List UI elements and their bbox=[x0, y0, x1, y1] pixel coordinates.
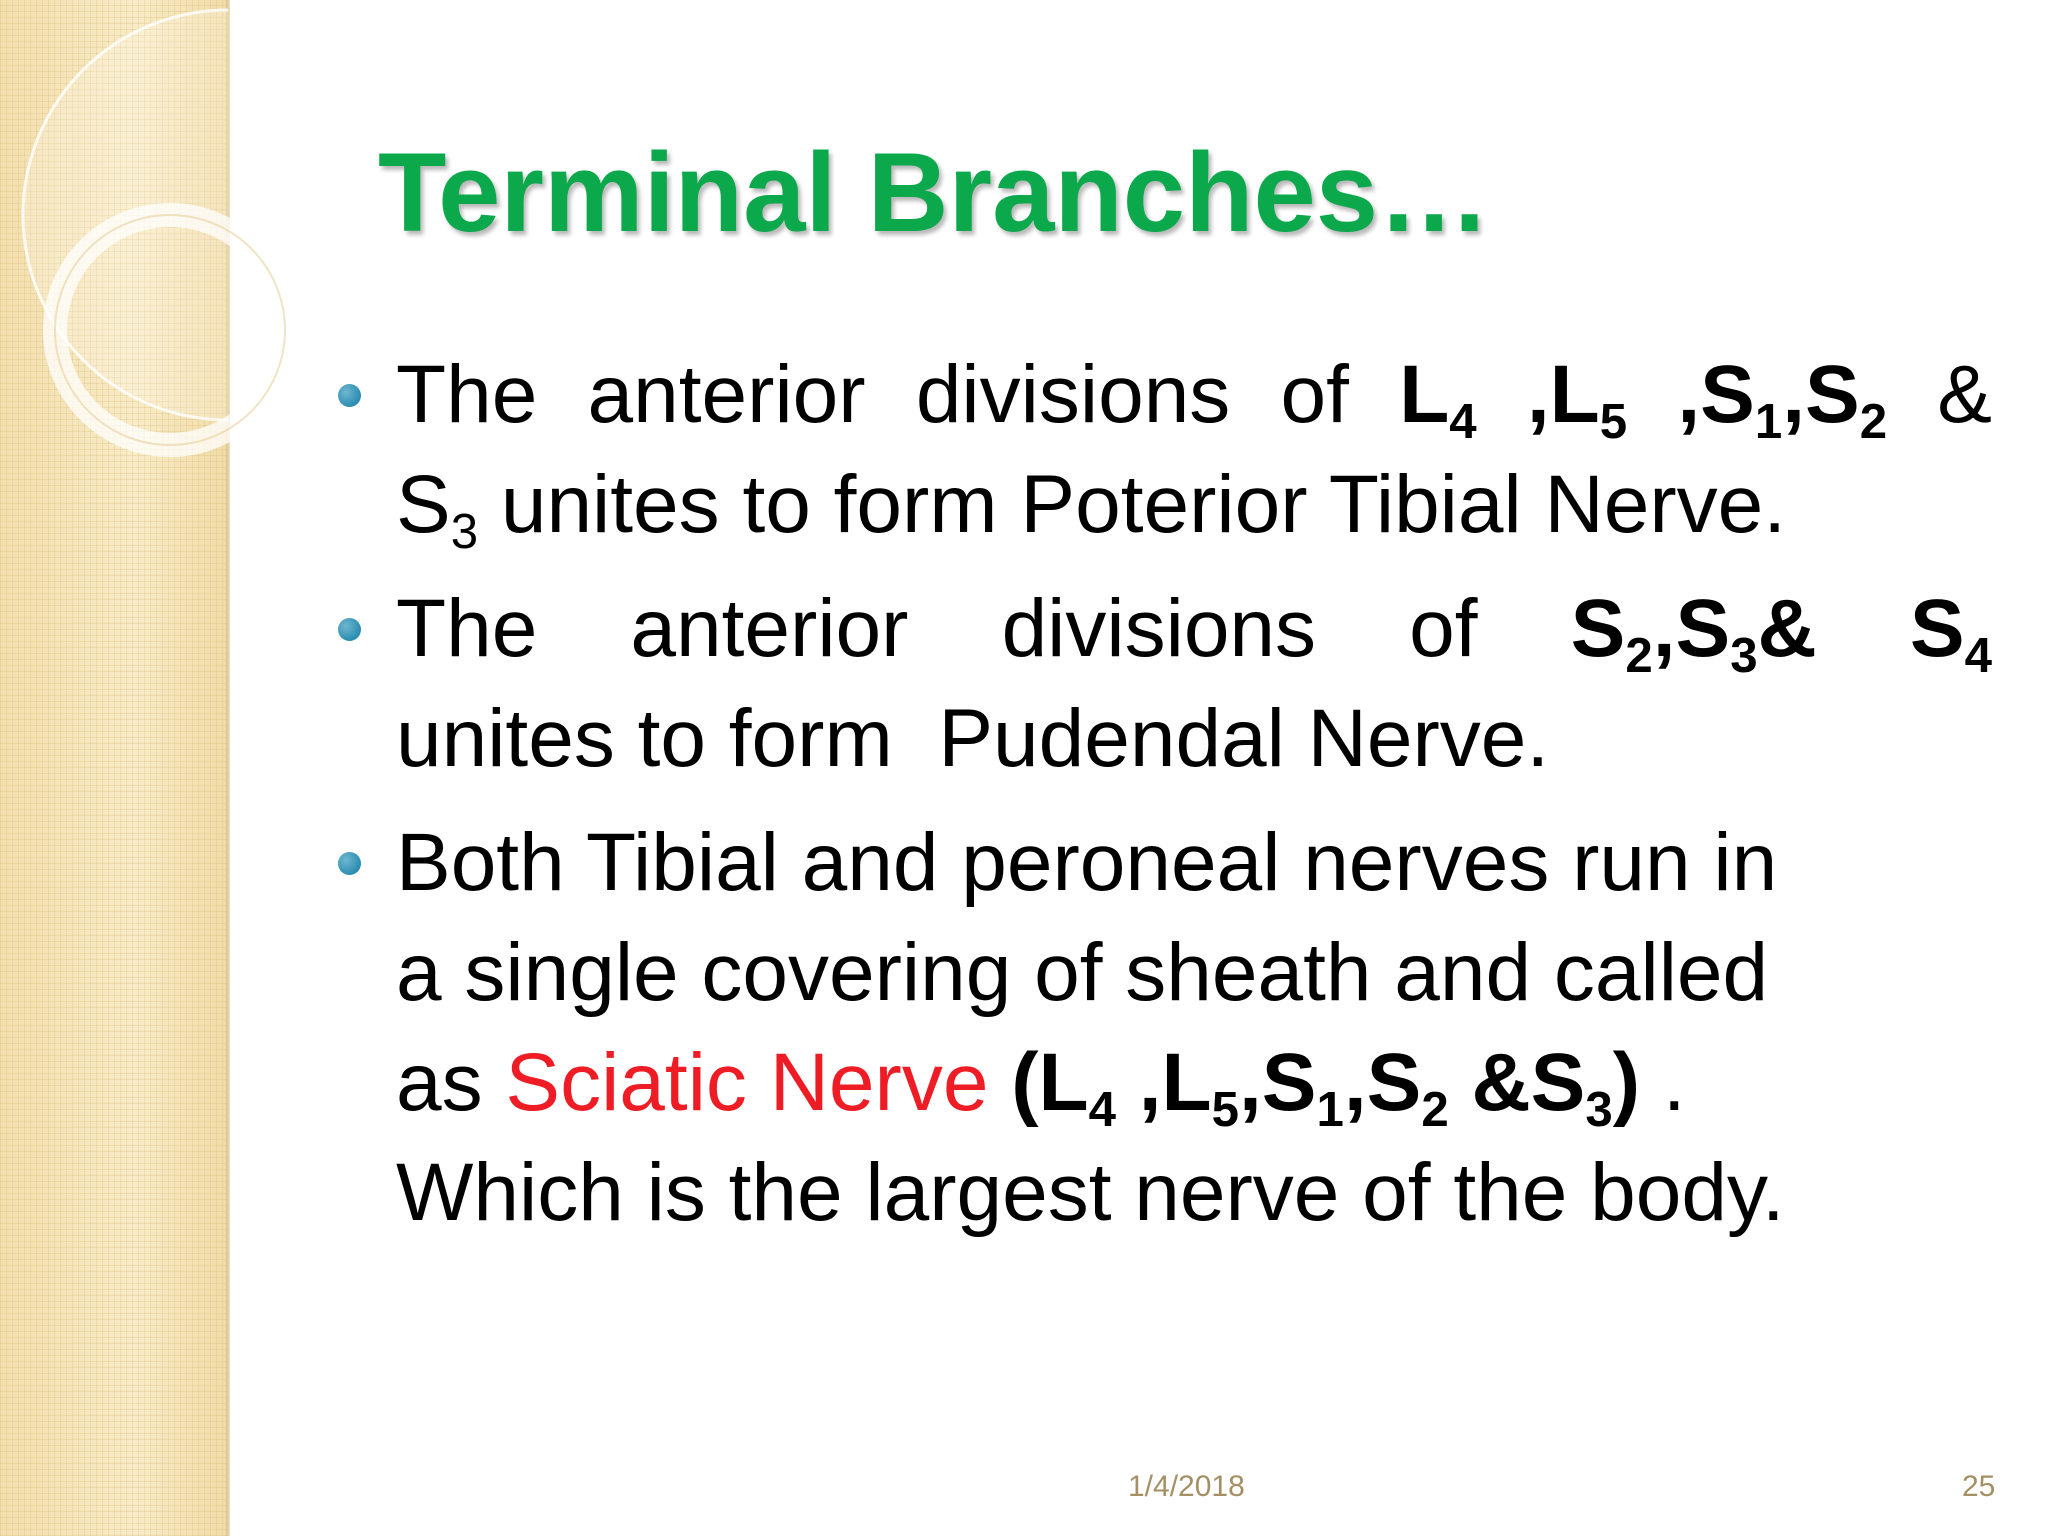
nerve-roots: ($L_4$ $,L_5,S_1,S_2$ $\&S_3$) bbox=[988, 1037, 1641, 1137]
bullet-item-sciatic bbox=[330, 808, 1992, 1248]
bullet-line: a single covering of sheath and called bbox=[396, 927, 1769, 1018]
bullet-item-tibial bbox=[330, 340, 1992, 560]
text-run: & bbox=[1887, 349, 1993, 440]
text-run: The anterior divisions of bbox=[396, 349, 1400, 440]
bullet-text bbox=[396, 574, 1992, 794]
sciatic-nerve-highlight: Sciatic Nerve bbox=[505, 1037, 989, 1128]
bullet-line: $S_3$ unites to form Poterior Tibial Nerve. bbox=[396, 459, 1787, 559]
bullet-line: as Sciatic Nerve ($L_4$ $,L_5,S_1,S_2$ $\&S_3$) . bbox=[396, 1037, 1686, 1137]
footer-date: 1/4/2018 bbox=[1128, 1470, 1245, 1503]
bullet-icon bbox=[338, 384, 361, 407]
bullet-item-pudendal bbox=[330, 574, 1992, 794]
bullet-text bbox=[396, 340, 1992, 560]
bullet-line: Both Tibial and peroneal nerves run in bbox=[396, 817, 1778, 908]
bullet-line: Which is the largest nerve of the body. bbox=[396, 1147, 1785, 1238]
slide-title: Terminal Branches… bbox=[378, 130, 1491, 255]
nerve-roots: $L_4$ $,L_5$ $,S_1,S_2$ bbox=[1399, 349, 1888, 449]
bullet-line: unites to form Pudendal Nerve. bbox=[396, 693, 1550, 784]
bullet-list bbox=[330, 340, 1992, 1262]
slide-number: 25 bbox=[1962, 1470, 1996, 1503]
bullet-line: The anterior divisions of $S_2,S_3\&$ $S_4$ bbox=[396, 583, 1992, 683]
bullet-text bbox=[396, 808, 1992, 1248]
text-run: unites to form Poterior Tibial Nerve. bbox=[478, 459, 1787, 550]
nerve-root-s4: $S_4$ bbox=[1909, 583, 1992, 683]
bullet-icon bbox=[338, 618, 361, 641]
nerve-roots: $S_2,S_3\&$ bbox=[1570, 583, 1817, 683]
bullet-icon bbox=[338, 852, 361, 875]
bullet-line bbox=[396, 340, 1992, 450]
